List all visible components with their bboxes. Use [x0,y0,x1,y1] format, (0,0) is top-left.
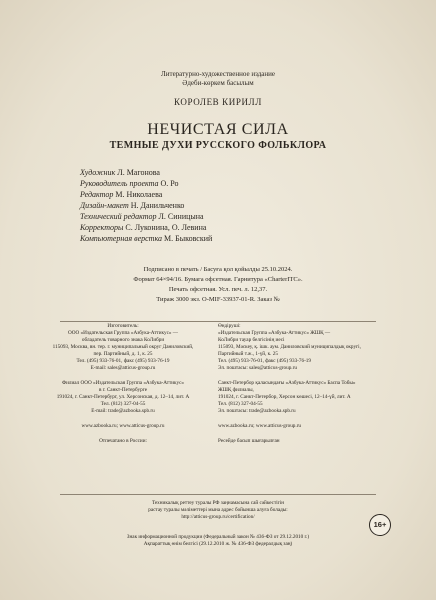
website-ru [38,423,208,430]
text-line: «Издательская Группа «Азбука-Аттикус» ЖШҚ — [218,330,331,336]
credit-line: Редактор М. Николаева [80,190,163,199]
text-line: Отпечатано в России: [99,438,147,444]
text-line: Партийный т.ж., 1-үй, к. 25 [218,351,278,357]
text-line: Тел. (812) 327-04-55 [100,401,146,407]
website-kz [218,423,388,430]
text-line: КоЛибри тауар белгісінің иесі [218,337,285,343]
credit-line: Руководитель проекта О. Ро [80,179,179,188]
branch-block-kz [218,380,388,415]
text-line: www.azbooka.ru; www.atticus-group.ru [81,423,165,429]
format-line: Формат 64×94/16. Бумага офсетная. Гарнитура «CharterITC». [133,276,303,283]
print-details [0,265,436,305]
text-line: растау туралы мәліметтері мына адрес бойынша алуға болады: [148,507,288,513]
text-line: www.azbooka.ru; www.atticus-group.ru [218,423,302,429]
printed-in-ru [38,438,208,445]
age-rating-badge: 16+ [369,514,391,536]
credit-line: Корректоры С. Луконина, О. Левина [80,223,207,232]
text-line: ООО «Издательская Группа «Азбука-Аттикус» — [68,330,178,336]
print-signed-line: Подписано в печать / Басуға қол қойылды 25.10.2024. [143,266,293,273]
text-line: Тел. (495) 933-76-01, факс (495) 933-76-19 [218,358,311,364]
manufacturer-block-ru [38,323,208,372]
text-line: Эл. поштасы: trade@azbooka.spb.ru [218,408,296,414]
text-line: http://atticus-group.ru/certification/ [181,514,255,520]
publisher-info-ru [38,323,208,453]
credit-line: Компьютерная верстка М. Быковский [80,234,213,243]
credit-line: Художник Л. Магонова [80,168,160,177]
text-line: Знак информационной продукции (Федеральный закон № 436-ФЗ от 29.12.2010 г.) [126,534,310,540]
info-product-sign-note [0,534,436,548]
publisher-info-kz [218,323,388,453]
text-line: Изготовитель: [107,323,139,329]
text-line: ЖШҚ филиалы, [218,387,254,393]
text-line: Техникалық реттеу туралы РФ заңнамасына сай сәйкестігін [151,500,285,506]
text-line: 191024, г. Санкт-Петербург, ул. Херсонская, д. 12–14, лит. А [56,394,190,400]
text-line: Филиал ООО «Издательская Группа «Азбука-Аттикус» [62,380,184,386]
text-line: Эл. поштасы: sales@atticus-group.ru [218,365,297,371]
print-method-line: Печать офсетная. Усл. печ. л. 12,37. [168,286,268,293]
edition-type-ru: Литературно-художественное издание [161,70,275,78]
text-line: Өндіруші: [218,323,241,329]
book-title: НЕЧИСТАЯ СИЛА [147,121,289,138]
branch-block-ru [38,380,208,415]
manufacturer-block-kz [218,323,388,372]
text-line: Тел. (812) 327-04-55 [218,401,263,407]
printed-in-kz [218,438,388,445]
text-line: Ақпараттық өнім белгісі (29.12.2010 ж. № 436-ФЗ федералдық заң) [143,541,293,547]
divider [60,494,376,495]
text-line: в г. Санкт-Петербурге [98,387,148,393]
text-line: пер. Партийный, д. 1, к. 25 [93,351,153,357]
text-line: Тел. (495) 933-76-01, факс (495) 933-76-19 [76,358,170,364]
text-line: 115093, Москва, вн. тер. г. муниципальный округ Даниловский, [52,344,194,350]
text-line: Ресейде басып шығарылған [218,438,280,444]
circulation-line: Тираж 3000 экз. О-МIF-33937-01-R. Заказ № [156,296,280,303]
book-subtitle: ТЕМНЫЕ ДУХИ РУССКОГО ФОЛЬКЛОРА [109,140,327,151]
author-name: КОРОЛЕВ КИРИЛЛ [174,97,262,107]
credit-line: Дизайн-макет Н. Данильченко [80,201,185,210]
text-line: E-mail: trade@azbooka.spb.ru [91,408,155,414]
text-line: 115093, Мәскеу, қ. ішк. аум. Даниловский муниципалдық округі, [218,344,361,350]
edition-type-kz: Әдеби-көркем басылым [182,79,254,87]
edition-type [0,70,436,88]
text-line: 191024, г. Санкт-Петербор, Херсон көшесі, 12–14-үй, лит. А [218,394,351,400]
text-line: обладатель товарного знака КоЛибри [81,337,165,343]
credits-list [80,167,360,244]
text-line: E-mail: sales@atticus-group.ru [90,365,156,371]
divider [60,321,376,322]
credit-line: Технический редактор Л. Синицына [80,212,204,221]
text-line: Санкт-Петербор қаласындағы «Азбука-Аттикус» Баспа Тобы» [218,380,356,386]
